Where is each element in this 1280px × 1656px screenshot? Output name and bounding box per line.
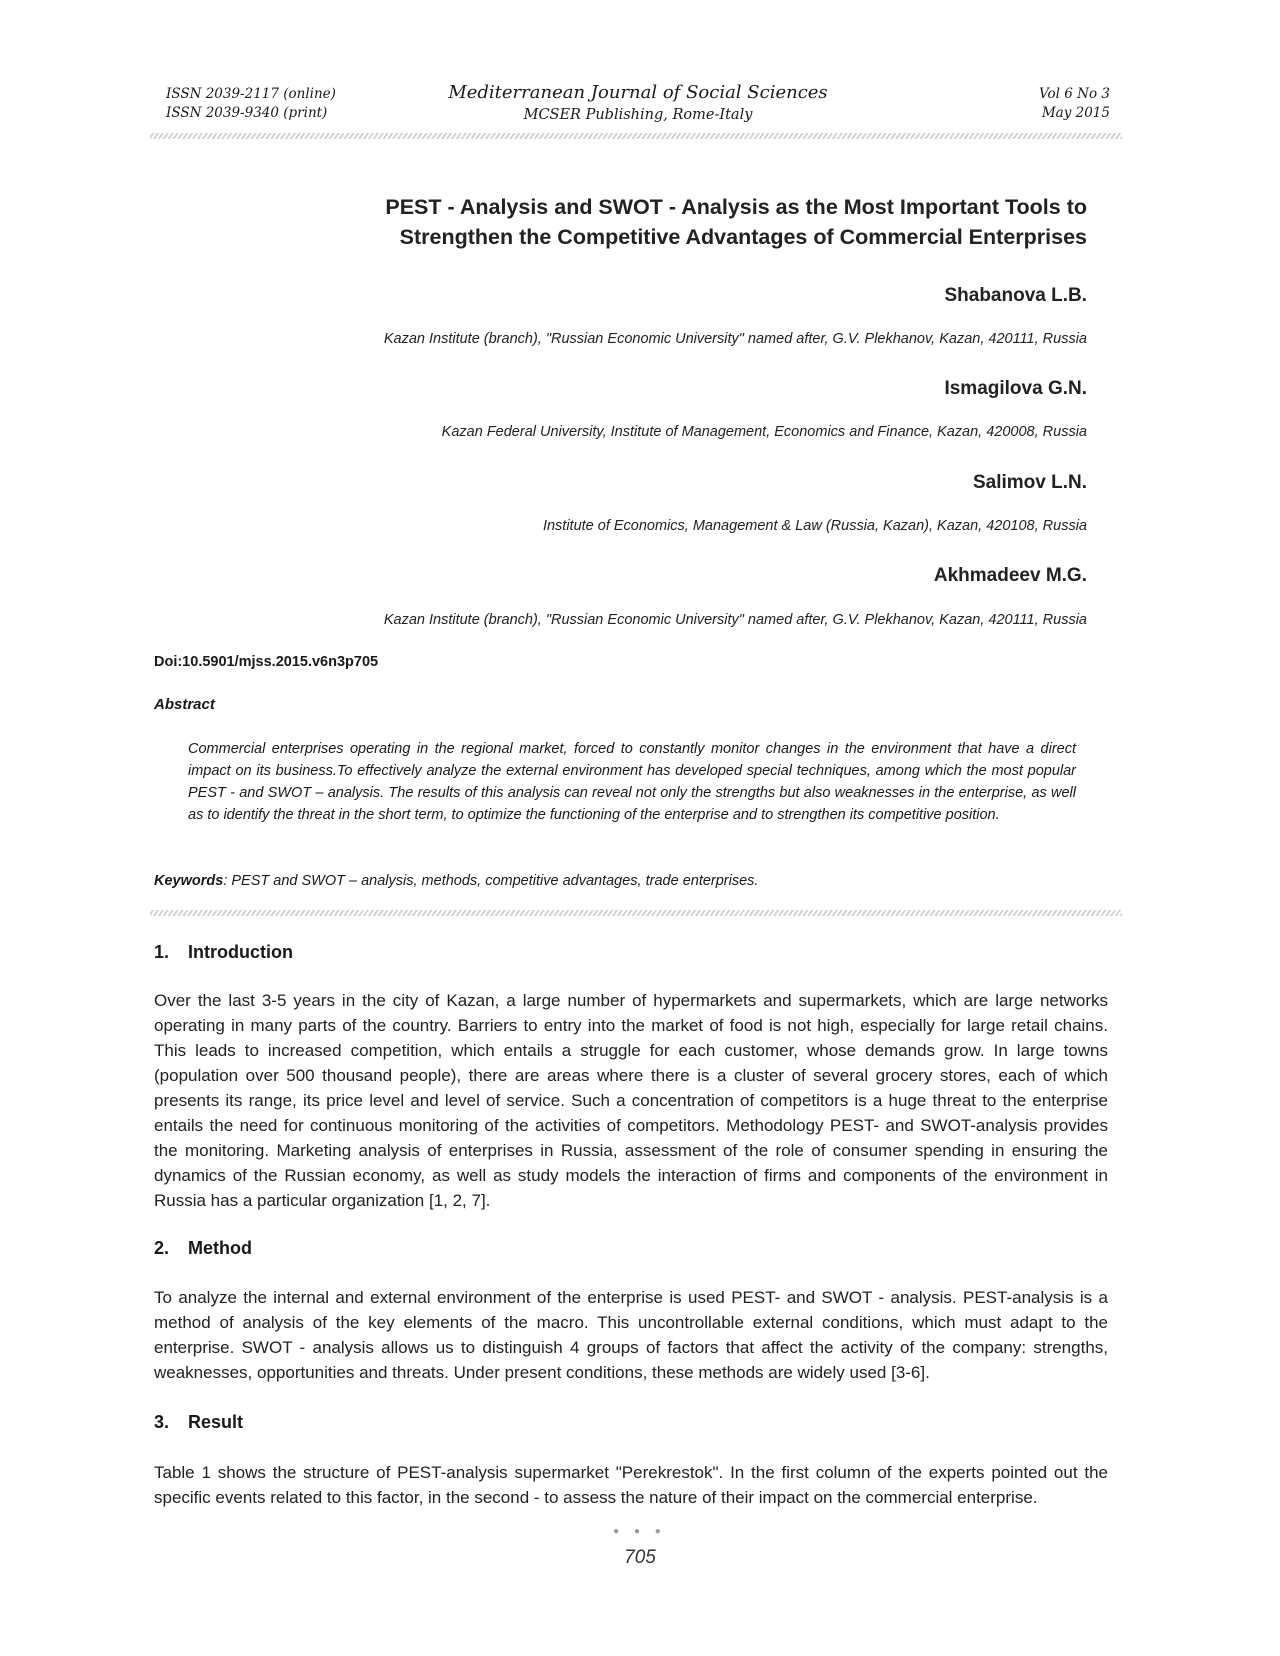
title-line-1: PEST - Analysis and SWOT - Analysis as the Most Important Tools to bbox=[385, 195, 1087, 219]
publisher: MCSER Publishing, Rome-Italy bbox=[523, 107, 753, 123]
section-heading bbox=[154, 940, 293, 964]
author-name: Ismagilova G.N. bbox=[944, 378, 1087, 399]
title-block bbox=[290, 192, 1087, 252]
author-name: Akhmadeev M.G. bbox=[933, 565, 1087, 586]
section-title: Introduction bbox=[188, 942, 293, 962]
issn-online: ISSN 2039-2117 (online) bbox=[166, 86, 336, 102]
volume-block bbox=[1039, 85, 1110, 123]
paper-title bbox=[290, 192, 1087, 252]
author-affiliation: Kazan Institute (branch), "Russian Economic University" named after, G.V. Plekhanov, Kazan, 420111, Russia bbox=[383, 331, 1087, 347]
title-line-2: Strengthen the Competitive Advantages of Commercial Enterprises bbox=[399, 225, 1087, 249]
section-heading bbox=[154, 1236, 252, 1260]
issue-date: May 2015 bbox=[1041, 105, 1110, 121]
section-divider bbox=[150, 910, 1122, 916]
author-affiliation: Kazan Federal University, Institute of Management, Economics and Finance, Kazan, 420008, Russia bbox=[441, 424, 1087, 440]
author-affiliation: Kazan Institute (branch), "Russian Economic University" named after, G.V. Plekhanov, Kazan, 420111, Russia bbox=[383, 612, 1087, 628]
section-number: 2. bbox=[154, 1238, 170, 1258]
author-name: Salimov L.N. bbox=[972, 472, 1087, 493]
section-body: Table 1 shows the structure of PEST-analysis supermarket "Perekrestok". In the first column of the experts pointed out the specific events related to this factor, in the second - to assess the nature of their impact on the commercial enterprise. bbox=[154, 1463, 1108, 1507]
section-heading bbox=[154, 1410, 243, 1434]
author-affiliation: Institute of Economics, Management & Law (Russia, Kazan), Kazan, 420108, Russia bbox=[542, 518, 1087, 534]
section-title: Result bbox=[188, 1412, 244, 1432]
keywords bbox=[154, 871, 758, 891]
journal-name: Mediterranean Journal of Social Sciences bbox=[448, 82, 828, 103]
issn-print: ISSN 2039-9340 (print) bbox=[166, 105, 328, 121]
section-title: Method bbox=[188, 1238, 252, 1258]
journal-block bbox=[166, 82, 1110, 126]
section-body: To analyze the internal and external environment of the enterprise is used PEST- and SWOT - analysis. PEST-analysis is a method of analysis of the key elements of the macro. This uncontrollable external conditions, which must adapt to the enterprise. SWOT - analysis allows us to distinguish 4 groups of factors that affect the activity of the company: strengths, weaknesses, opportunities and threats. Under present conditions, these methods are widely used [3-6]. bbox=[154, 1288, 1108, 1382]
section-number: 1. bbox=[154, 942, 170, 962]
keywords-text: : PEST and SWOT – analysis, methods, competitive advantages, trade enterprises. bbox=[223, 873, 759, 889]
page-number: 705 bbox=[624, 1547, 656, 1568]
volume: Vol 6 No 3 bbox=[1039, 86, 1110, 102]
section-body: Over the last 3-5 years in the city of Kazan, a large number of hypermarkets and supermarkets, which are large networks operating in many parts of the country. Barriers to entry into the market of food is not high, especially for large retail chains. This leads to increased competition, which entails a struggle for each customer, whose demands grow. In large towns (population over 500 thousand people), there are areas where there is a cluster of several grocery stores, each of which presents its range, its price level and level of service. Such a concentration of competitors is a huge threat to the enterprise entails the need for continuous monitoring of the activities of competitors. Methodology PEST- and SWOT-analysis provides the monitoring. Marketing analysis of enterprises in Russia, assessment of the role of consumer spending in ensuring the dynamics of the Russian economy, as well as study models the interaction of firms and components of the environment in Russia has a particular organization [1, 2, 7]. bbox=[154, 991, 1108, 1210]
author-name: Shabanova L.B. bbox=[944, 285, 1087, 306]
section-number: 3. bbox=[154, 1412, 170, 1432]
abstract-heading: Abstract bbox=[154, 696, 215, 713]
footer-dots: ● ● ● bbox=[613, 1526, 667, 1537]
abstract-text: Commercial enterprises operating in the regional market, forced to constantly monitor changes in the environment that have a direct impact on its business.To effectively analyze the external environment has developed special techniques, among which the most popular PEST - and SWOT – analysis. The results of this analysis can reveal not only the strengths but also weaknesses in the enterprise, as well as to identify the threat in the short term, to optimize the functioning of the enterprise and to strengthen its competitive position. bbox=[188, 741, 1076, 823]
doi: Doi:10.5901/mjss.2015.v6n3p705 bbox=[154, 654, 379, 670]
header-divider bbox=[150, 133, 1122, 139]
keywords-label: Keywords bbox=[154, 873, 224, 889]
running-header bbox=[166, 82, 1110, 126]
